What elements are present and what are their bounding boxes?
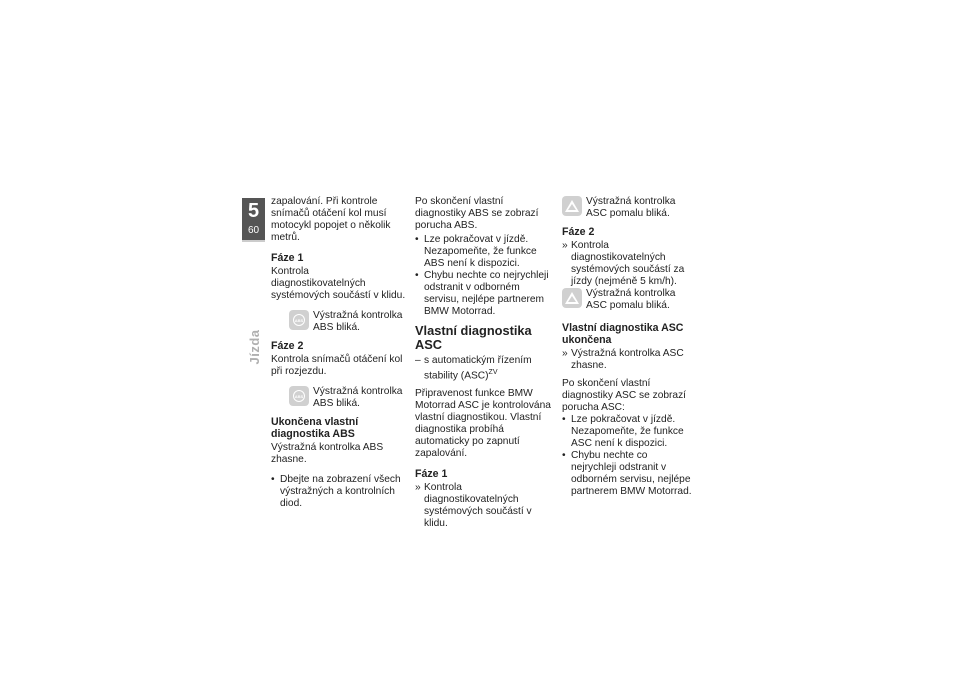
asc-ready-text: Připravenost funkce BMW Motorrad ASC je kontrolována vlastní diagnostikou. Vlastní diagnostika probíhá automaticky po zapnutí zapalování. [415, 388, 551, 460]
abs-lamp-text-2: Výstražná kontrolka ABS bliká. [313, 386, 403, 409]
abs-fault-bullets [415, 234, 552, 318]
list-item: • Chybu nechte co nejrychleji odstranit v odborném servisu, nejlépe partnerem BMW Motorrad. [415, 270, 552, 318]
asc-warning-icon [562, 196, 582, 216]
list-item: » Výstražná kontrolka ASC zhasne. [562, 348, 692, 372]
asc-end-result [562, 348, 692, 372]
abs-end-heading: Ukončena vlastní diagnostika ABS [271, 416, 359, 440]
asc-phase2-result [562, 240, 692, 288]
list-item: • Lze pokračovat v jízdě. Nezapomeňte, že funkce ABS není k dispozici. [415, 234, 552, 270]
page-number: 60 [247, 225, 260, 236]
abs-end-text: Výstražná kontrolka ABS zhasne. [271, 442, 384, 465]
asc-phase2-heading: Fáze 2 [562, 226, 595, 238]
abs-label: ABS [293, 314, 305, 326]
list-item: » Kontrola diagnostikovatelných systémových součástí za jízdy (nejméně 5 km/h). [562, 240, 692, 288]
list-item: » Kontrola diagnostikovatelných systémových součástí v klidu. [415, 482, 552, 530]
asc-lamp-note-2 [562, 288, 692, 312]
abs-phase1-text: Kontrola diagnostikovatelných systémových součástí v klidu. [271, 266, 406, 301]
asc-phase1-result [415, 482, 552, 530]
asc-lamp-text-1: Výstražná kontrolka ASC pomalu bliká. [586, 196, 676, 219]
asc-equipment-text: s automatickým řízením stability (ASC) [424, 355, 532, 382]
column-2 [415, 196, 552, 536]
list-item [415, 355, 552, 382]
asc-equipment-list [415, 355, 552, 382]
abs-phase2-heading: Fáze 2 [271, 340, 304, 352]
abs-phase2-text: Kontrola snímačů otáčení kol při rozjezdu. [271, 354, 403, 377]
asc-lamp-note-1 [562, 196, 692, 220]
optional-equipment-mark: ZV [488, 369, 498, 376]
list-item: • Dbejte na zobrazení všech výstražných a kontrolních diod. [271, 474, 406, 510]
abs-phase1-heading: Fáze 1 [271, 252, 304, 264]
asc-section-heading: Vlastní diagnostika ASC [415, 323, 532, 352]
list-item: • Chybu nechte co nejrychleji odstranit v odborném servisu, nejlépe partnerem BMW Motorrad. [562, 450, 692, 498]
abs-fault-text: Po skončení vlastní diagnostiky ABS se zobrazí porucha ABS. [415, 196, 539, 231]
column-3 [562, 196, 692, 504]
asc-warning-icon [562, 288, 582, 308]
asc-lamp-text-2: Výstražná kontrolka ASC pomalu bliká. [586, 288, 676, 311]
abs-lamp-note-1 [289, 310, 406, 334]
chapter-title: Jízda [246, 329, 262, 365]
abs-warning-icon [289, 386, 309, 406]
abs-end-bullets [271, 474, 406, 510]
abs-warning-icon [289, 310, 309, 330]
abs-lamp-note-2 [289, 386, 406, 410]
abs-label: ABS [293, 390, 305, 402]
intro-paragraph: zapalování. Při kontrole snímačů otáčení kol musí motocykl popojet o několik metrů. [271, 196, 391, 243]
asc-phase1-heading: Fáze 1 [415, 468, 448, 481]
abs-lamp-text-1: Výstražná kontrolka ABS bliká. [313, 310, 403, 333]
list-item: • Lze pokračovat v jízdě. Nezapomeňte, že funkce ASC není k dispozici. [562, 414, 692, 450]
column-1 [271, 196, 406, 516]
asc-fault-bullets [562, 414, 692, 498]
chapter-number: 5 [247, 200, 260, 222]
asc-end-heading: Vlastní diagnostika ASC ukončena [562, 322, 684, 346]
asc-fault-text: Po skončení vlastní diagnostiky ASC se zobrazí porucha ASC: [562, 378, 687, 413]
